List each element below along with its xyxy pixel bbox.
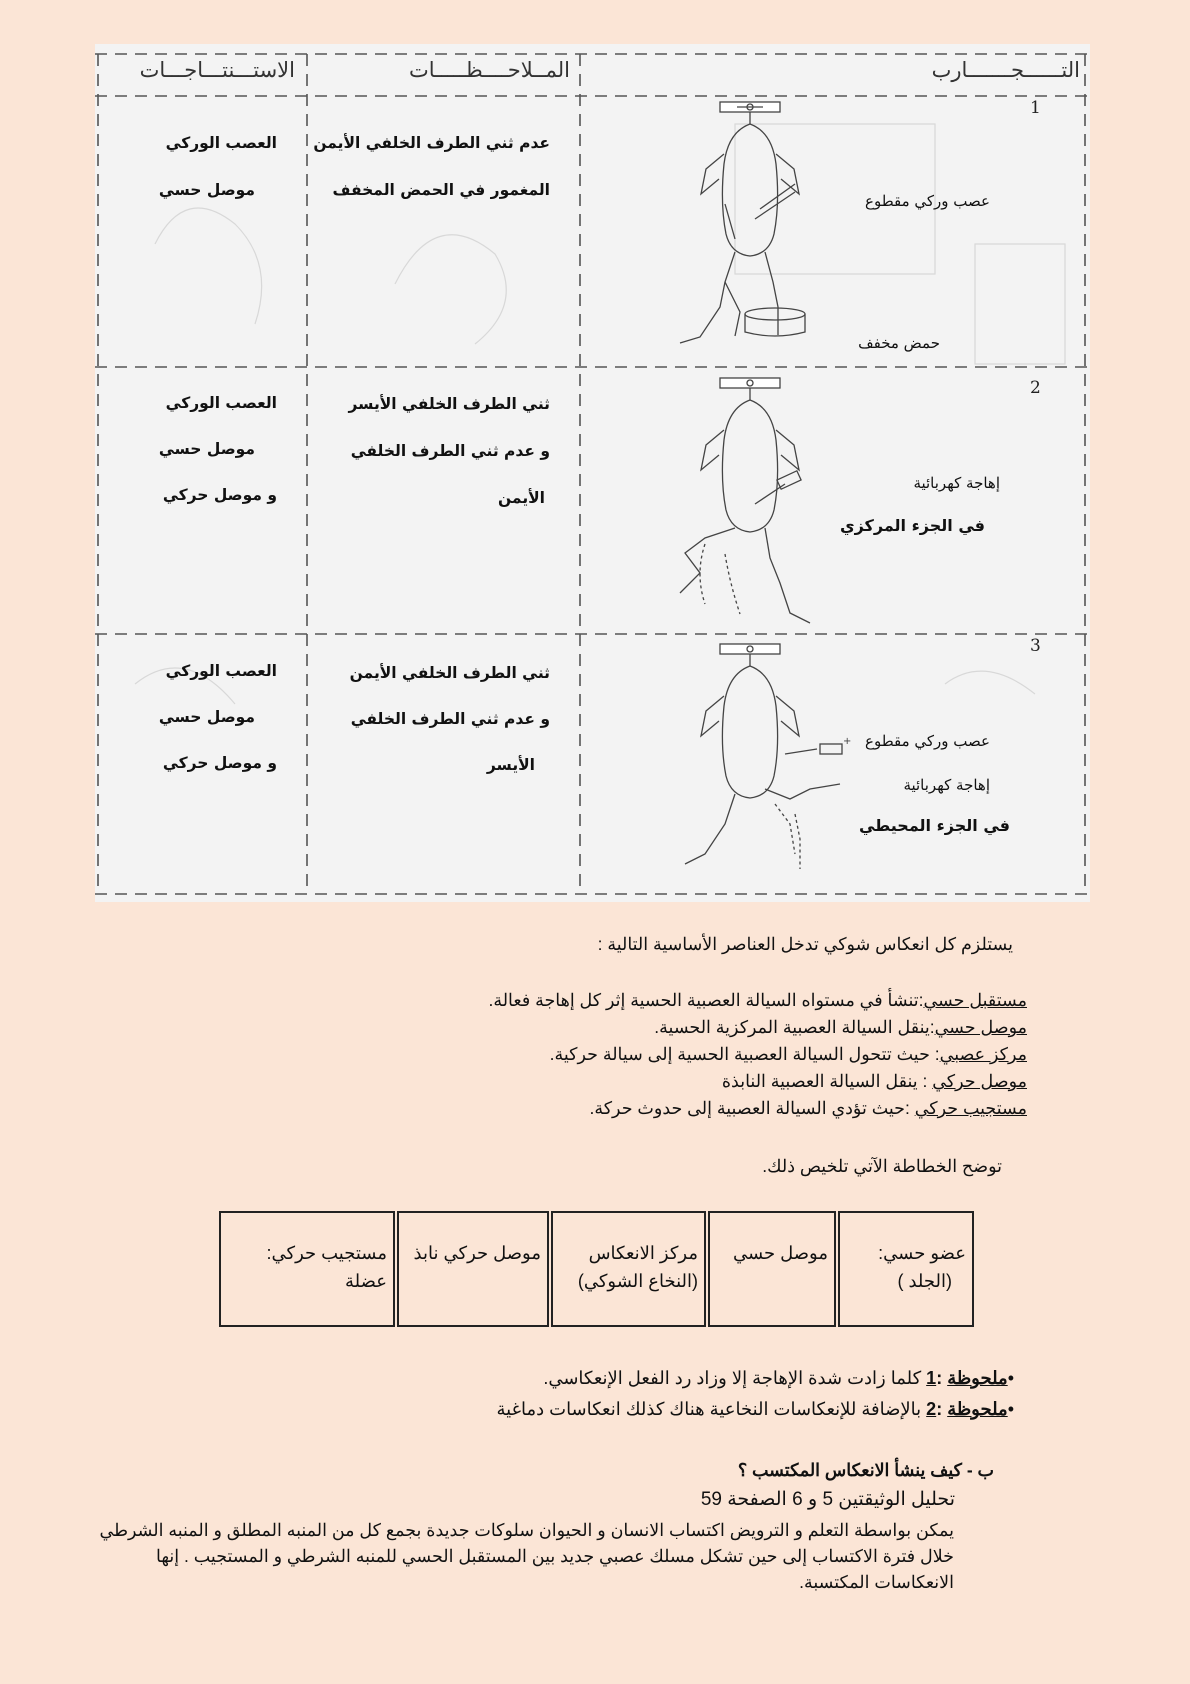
frog-diagram-1 bbox=[680, 102, 805, 343]
row1-label-cut-nerve: عصب وركي مقطوع bbox=[865, 192, 990, 210]
row1-conclusion-line2: موصل حسي bbox=[158, 181, 255, 199]
note-2: •ملحوظة :2 بالإضافة للإنعكاسات النخاعية هناك كذلك انعكاسات دماغية bbox=[496, 1399, 1014, 1419]
row3-label-cut-nerve: عصب وركي مقطوع bbox=[865, 732, 990, 750]
svg-text:+: + bbox=[843, 736, 852, 747]
header-conclusions: الاستـــنتـــاجـــات bbox=[139, 58, 295, 82]
flow-box-3-line2: (النخاع الشوكي) bbox=[577, 1271, 698, 1291]
row1-observation-line2: المغمور في الحمض المخفف bbox=[332, 181, 550, 199]
flow-box-motor-conductor bbox=[397, 1211, 549, 1327]
section-b-paragraph-line3: الانعكاسات المكتسبة. bbox=[799, 1572, 954, 1592]
flow-box-4-line1: موصل حركي نابذ bbox=[413, 1243, 541, 1263]
section-b-analysis: تحليل الوثيقتين 5 و 6 الصفحة 59 bbox=[700, 1489, 955, 1510]
flow-box-3-line1: مركز الانعكاس bbox=[588, 1243, 698, 1263]
row3-conclusion-line1: العصب الوركي bbox=[165, 662, 277, 680]
def-motor-effector: :حيث تؤدي السيالة العصبية إلى حدوث حركة. bbox=[589, 1098, 915, 1118]
element-sensory-receptor bbox=[488, 990, 1027, 1011]
element-sensory-conductor bbox=[654, 1017, 1027, 1038]
frog-diagram-3 bbox=[685, 644, 851, 869]
experiment-table bbox=[95, 44, 1090, 902]
note-2-label: ملحوظة bbox=[947, 1399, 1008, 1419]
row3-conclusion-line2: موصل حسي bbox=[158, 708, 255, 726]
flow-box-sensory-conductor bbox=[708, 1211, 836, 1327]
note-1-label: ملحوظة bbox=[947, 1368, 1008, 1388]
row3-observation-line3: الأيسر bbox=[486, 756, 535, 774]
note-1-text: كلما زادت شدة الإهاجة إلا وزاد رد الفعل الإنعكاسي. bbox=[543, 1368, 922, 1388]
row2-label-stimulus: إهاجة كهربائية bbox=[913, 474, 1000, 492]
row3-observation-line1: ثني الطرف الخلفي الأيمن bbox=[349, 664, 550, 682]
row-number-1: 1 bbox=[1030, 98, 1041, 118]
term-motor-conductor: موصل حركي bbox=[932, 1071, 1027, 1091]
row3-conclusion-line3: و موصل حركي bbox=[162, 754, 277, 772]
row2-observation-line3: الأيمن bbox=[497, 489, 545, 507]
row2-conclusion-line1: العصب الوركي bbox=[165, 394, 277, 412]
header-experiments: التــــــجـــــــارب bbox=[931, 58, 1080, 82]
flow-box-motor-effector bbox=[219, 1211, 395, 1327]
section-b-paragraph-line1: يمكن بواسطة التعلم و الترويض اكتساب الانسان و الحيوان سلوكات جديدة بجمع كل من المنبه المطلق و المنبه الشرطي bbox=[99, 1520, 954, 1540]
note-1-number: 1 bbox=[926, 1368, 937, 1388]
section-b-paragraph-line2: خلال فترة الاكتساب إلى حين تشكل مسلك عصبي جديد بين المستقبل الحسي للمنبه الشرطي و المستجيب . إنها bbox=[156, 1546, 954, 1566]
note-2-text: بالإضافة للإنعكاسات النخاعية هناك كذلك انعكاسات دماغية bbox=[496, 1399, 922, 1419]
table-frame bbox=[95, 44, 1090, 902]
intro-text: يستلزم كل انعكاس شوكي تدخل العناصر الأساسية التالية : bbox=[597, 934, 1013, 954]
row3-label-peripheral-part: في الجزء المحيطي bbox=[858, 816, 1010, 835]
frog-diagram-2 bbox=[680, 378, 810, 623]
def-motor-conductor: : ينقل السيالة العصبية النابذة bbox=[721, 1071, 933, 1091]
row3-label-stimulus: إهاجة كهربائية bbox=[903, 776, 990, 794]
element-motor-conductor bbox=[722, 1071, 1027, 1092]
element-motor-effector bbox=[589, 1098, 1027, 1119]
header-observations: المــلاحــــظـــــات bbox=[409, 58, 570, 82]
row1-conclusion-line1: العصب الوركي bbox=[165, 134, 277, 152]
section-b-heading: ب - كيف ينشأ الانعكاس المكتسب ؟ bbox=[737, 1460, 994, 1480]
flow-box-1-line2: (الجلد ) bbox=[897, 1271, 952, 1291]
element-nerve-center bbox=[550, 1044, 1027, 1065]
diagram-intro: توضح الخطاطة الآتي تلخيص ذلك. bbox=[762, 1156, 1002, 1176]
flow-box-1-line1: عضو حسي: bbox=[878, 1243, 966, 1263]
flow-box-5-line1: مستجيب حركي: bbox=[266, 1243, 387, 1263]
term-nerve-center: مركز عصبي bbox=[939, 1044, 1027, 1064]
flow-box-5-line2: عضلة bbox=[345, 1271, 387, 1291]
row1-observation-line1: عدم ثني الطرف الخلفي الأيمن bbox=[313, 134, 550, 152]
row2-conclusion-line3: و موصل حركي bbox=[162, 486, 277, 504]
row-number-2: 2 bbox=[1030, 378, 1041, 398]
row2-observation-line1: ثني الطرف الخلفي الأيسر bbox=[348, 395, 550, 413]
row2-conclusion-line2: موصل حسي bbox=[158, 440, 255, 458]
row2-observation-line2: و عدم ثني الطرف الخلفي bbox=[350, 442, 550, 460]
row2-label-central-part: في الجزء المركزي bbox=[839, 516, 985, 535]
term-sensory-receptor: مستقبل حسي bbox=[923, 990, 1027, 1010]
def-sensory-conductor: :ينقل السيالة العصبية المركزية الحسية. bbox=[654, 1017, 935, 1037]
def-nerve-center: : حيث تتحول السيالة العصبية الحسية إلى سيالة حركية. bbox=[549, 1044, 940, 1064]
note-1: •ملحوظة :1 كلما زادت شدة الإهاجة إلا وزاد رد الفعل الإنعكاسي. bbox=[543, 1368, 1014, 1388]
note-2-number: 2 bbox=[926, 1399, 937, 1419]
row3-observation-line2: و عدم ثني الطرف الخلفي bbox=[350, 710, 550, 728]
flow-box-2-line1: موصل حسي bbox=[732, 1243, 828, 1263]
row-number-3: 3 bbox=[1030, 636, 1041, 656]
term-sensory-conductor: موصل حسي bbox=[934, 1017, 1027, 1037]
def-sensory-receptor: :تنشأ في مستواه السيالة العصبية الحسية إثر كل إهاجة فعالة. bbox=[488, 990, 924, 1010]
flow-box-reflex-center bbox=[551, 1211, 706, 1327]
row1-label-acid: حمض مخفف bbox=[858, 334, 940, 352]
flow-box-sensory-organ bbox=[838, 1211, 974, 1327]
term-motor-effector: مستجيب حركي bbox=[914, 1098, 1027, 1118]
